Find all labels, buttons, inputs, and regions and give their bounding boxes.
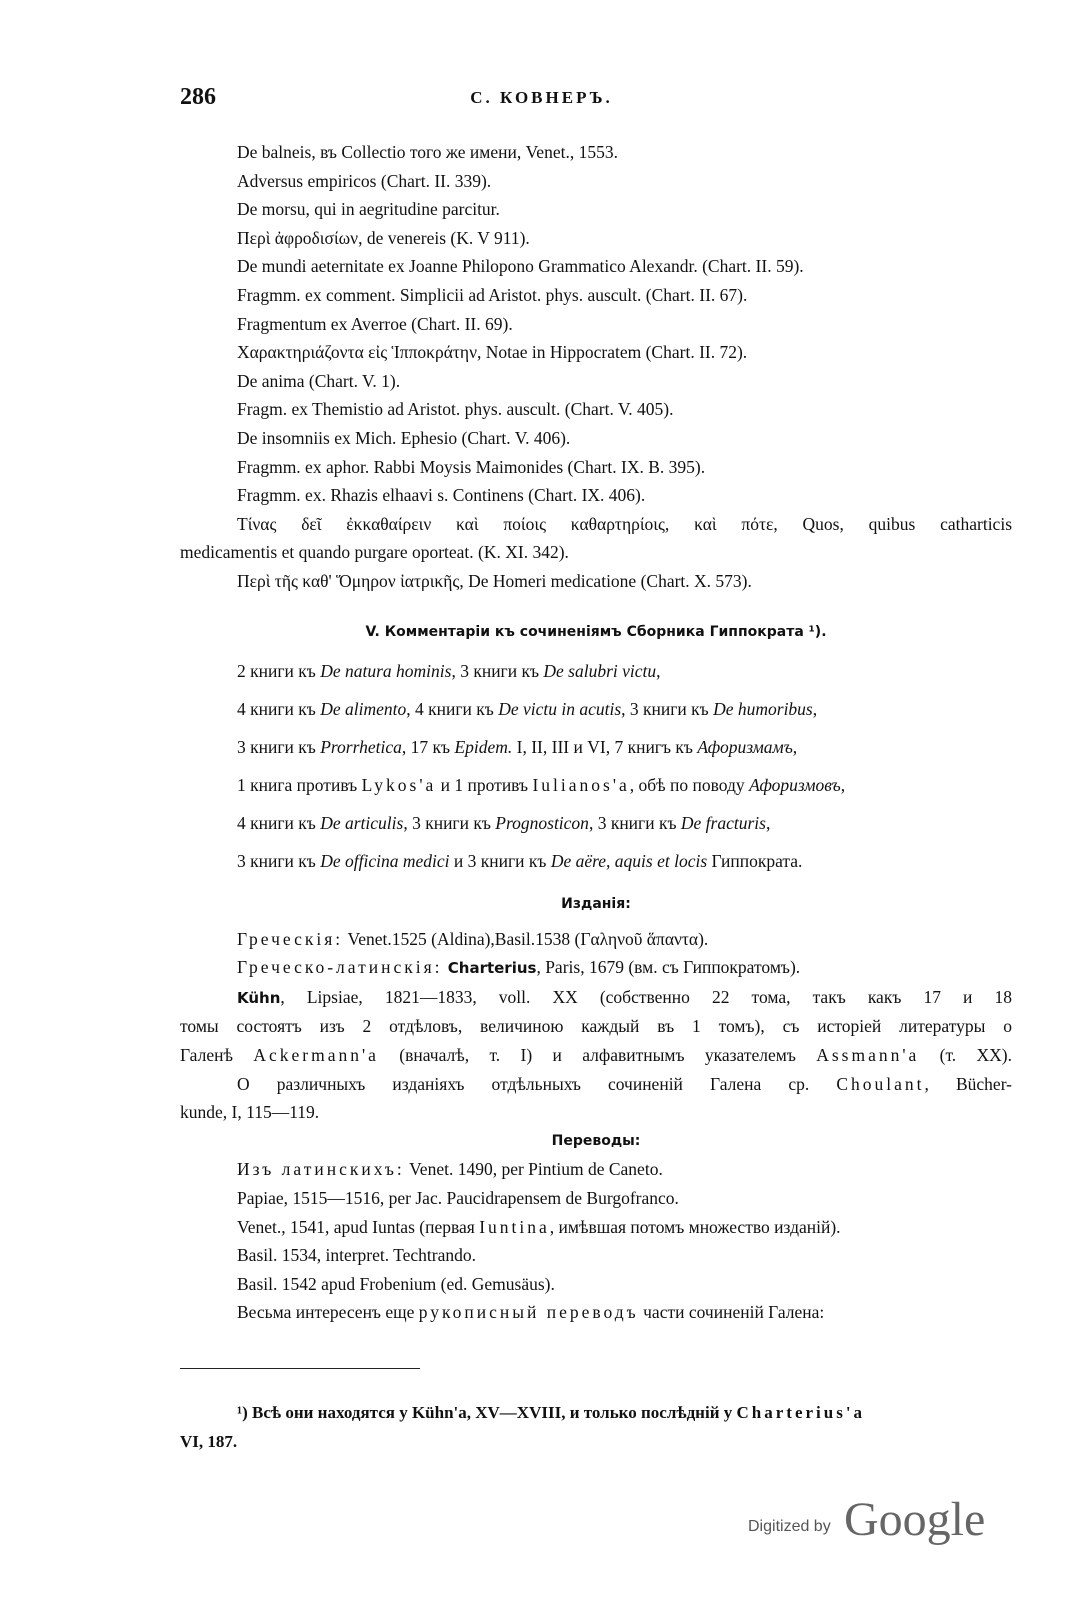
translation-entry: Papiae, 1515—1516, per Jac. Paucidrapensem de Burgofranco. — [237, 1188, 679, 1209]
page-header — [0, 84, 1083, 112]
commentary-line: 4 книги къ De articulis, 3 книги къ Prognosticon, 3 книги къ De fracturis, — [237, 813, 771, 834]
footnotes — [180, 1398, 1012, 1456]
translations-heading: Переводы: — [551, 1132, 641, 1149]
work-entry: Περὶ ἀφροδισίων, de venereis (K. V 911). — [237, 227, 530, 248]
footnote-line: VI, 187. — [180, 1432, 238, 1451]
commentary-line: 3 книги къ Prorrhetica, 17 къ Epidem. I, II, III и VI, 7 книгъ къ Афоризмамъ, — [237, 737, 798, 758]
greek-edition-line: Греческія: Venet.1525 (Aldina),Basil.1538 (Γαληνοῦ ἅπαντα). — [237, 928, 709, 949]
work-entry: Χαρακτηριάζοντα εἰς Ἱπποκράτην, Notae in Hippocratem (Chart. II. 72). — [237, 342, 748, 363]
watermark-prefix: Digitized by — [748, 1518, 831, 1535]
work-entry: Fragmm. ex aphor. Rabbi Moysis Maimonides (Chart. IX. B. 395). — [237, 456, 706, 477]
commentary-line: 4 книги къ De alimento, 4 книги къ De victu in acutis, 3 книги къ De humoribus, — [237, 699, 818, 720]
kuhn-edition-line: Галенѣ Ackermann'а (вначалѣ, т. I) и алфавитнымъ указателемъ Assmann'а (т. XX). — [180, 1045, 1012, 1066]
work-entry: Fragmentum ex Averroe (Chart. II. 69). — [237, 313, 513, 334]
work-entry: Adversus empiricos (Chart. II. 339). — [237, 170, 492, 191]
work-entry: De mundi aeternitate ex Joanne Philopono Grammatico Alexandr. (Chart. II. 59). — [237, 256, 804, 277]
work-entry: De insomniis ex Mich. Ephesio (Chart. V. 406). — [237, 427, 571, 448]
commentary-line: 2 книги къ De natura hominis, 3 книги къ De salubri victu, — [237, 661, 661, 682]
translation-entry: Basil. 1534, interpret. Techtrando. — [237, 1245, 477, 1266]
digitized-watermark — [748, 1488, 1008, 1558]
translation-entry: Изъ латинскихъ: Venet. 1490, per Pintium de Caneto. — [237, 1159, 663, 1180]
kuhn-edition-line: Kühn, Lipsiae, 1821—1833, voll. XX (собственно 22 тома, такъ какъ 17 и 18 — [237, 986, 1012, 1007]
editions-heading: Изданія: — [561, 896, 631, 913]
greek-latin-edition-line: Греческо-латинскія: Charterius, Paris, 1679 (вм. съ Гиппократомъ). — [237, 957, 801, 978]
quos-paragraph-line: medicamentis et quando purgare oporteat. (K. XI. 342). — [180, 542, 569, 563]
google-logo: Google — [844, 1493, 986, 1546]
quos-paragraph-line: Τίνας δεῖ ἐκκαθαίρειν καὶ ποίοις καθαρτηρίοις, καὶ πότε, Quos, quibus catharticis — [237, 513, 1012, 534]
translation-entry: Basil. 1542 apud Frobenium (ed. Gemusäus). — [237, 1273, 555, 1294]
running-head: С. КОВНЕРЪ. — [470, 88, 613, 107]
commentary-line: 1 книга противъ Lykos'а и 1 противъ Iulianos'а, обѣ по поводу Афоризмовъ, — [237, 775, 846, 796]
footnote-line: ¹) Всѣ они находятся у Kühn'а, XV—XVIII, и только послѣдній у Charterius'а — [237, 1403, 866, 1422]
choulant-line: kunde, I, 115—119. — [180, 1102, 320, 1123]
work-entry: De morsu, qui in aegritudine parcitur. — [237, 199, 500, 220]
work-entry: Fragm. ex Themistio ad Aristot. phys. ausсult. (Chart. V. 405). — [237, 399, 674, 420]
work-entry: De balneis, въ Collectio того же имени, Venet., 1553. — [237, 142, 618, 162]
commentaries-heading: V. Комментаріи къ сочиненіямъ Сборника Гиппократа ¹). — [365, 623, 827, 640]
work-entry: Fragmm. ex comment. Simplicii ad Aristot. phys. ausсult. (Chart. II. 67). — [237, 284, 748, 305]
kuhn-edition-line: томы состоятъ изъ 2 отдѣловъ, величиною каждый въ 1 томъ), съ исторіей литературы о — [180, 1016, 1012, 1037]
page-number: 286 — [180, 84, 216, 110]
footnote-rule — [180, 1368, 420, 1369]
translation-entry: Весьма интересенъ еще рукописный переводъ части сочиненій Галена: — [237, 1302, 825, 1323]
page-body — [180, 138, 1012, 1327]
commentary-line: 3 книги къ De officina medici и 3 книги къ De aëre, aquis et locis Гиппократа. — [237, 851, 803, 872]
homer-entry: Περὶ τῆς καθ' Ὅμηρον ἰατρικῆς, De Homeri medicatione (Chart. X. 573). — [237, 570, 752, 591]
work-entry: Fragmm. ex. Rhazis elhaavi s. Continens (Chart. IX. 406). — [237, 485, 646, 506]
choulant-line: О различныхъ изданіяхъ отдѣльныхъ сочиненій Галена ср. Choulant, Bücher- — [237, 1073, 1012, 1094]
work-entry: De anima (Chart. V. 1). — [237, 370, 401, 391]
translation-entry: Venet., 1541, apud Iuntas (первая Iuntina, имѣвшая потомъ множество изданій). — [237, 1216, 841, 1237]
